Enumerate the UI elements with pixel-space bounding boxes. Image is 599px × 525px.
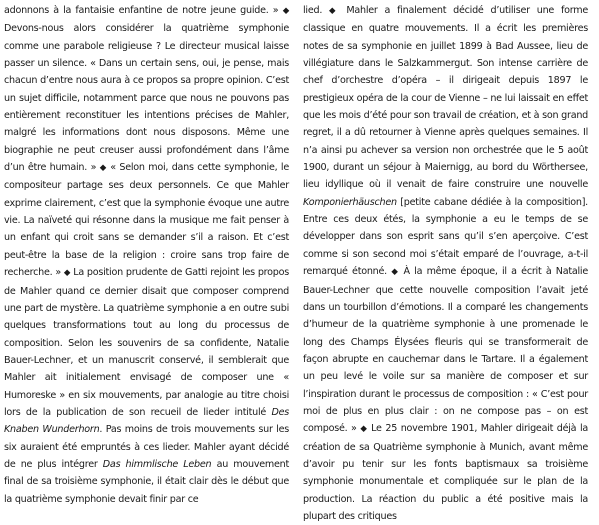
text-run: adonnons à la fantaisie enfantine de notre jeune guide. » <box>4 5 283 16</box>
text-run: Le 25 novembre 1901, Mahler dirigeait déjà la création de sa Quatrième symphonie à Munich, avant même d’avoir pu tenir sur les fonts baptismaux sa troisième symphonie monumentale et compliquée sur le plan de la production. La réaction du public a été positive mais la plupart des critiques <box>303 423 588 522</box>
text-run: [petite cabane dédiée à la composition]. Entre ces deux étés, la symphonie a eu le temps de se développer dans son esprit sans qu’il s’en aperçoive. C’est comme si son second moi s’était emparé de l’ouvrage, a-t-il remarqué étonné. <box>303 196 588 278</box>
left-paragraph <box>4 2 289 508</box>
text-run: À la même époque, il a écrit à Natalie Bauer-Lechner que cette nouvelle composition l’avait jeté dans un tourbillon d’émotions. Il a comparé les changements d’humeur de la quatrième symphonie à une promenade le long des Champs Élysées fleuris qui se transformerait de façon abrupte en cauchemar dans le Tartare. Il a également un peu levé le voile sur sa manière de composer et sur l’inspiration durant le processus de composition : « C’est pour moi de plus en plus clair : on ne compose pas – on est composé. » <box>303 266 588 435</box>
text-run: . Pas moins de trois mouvements sur les six auraient été empruntés à ces lieder. Mahler ayant décidé de ne plus intégrer <box>4 424 289 470</box>
right-text-column <box>303 2 588 522</box>
section-diamond-icon: ◆ <box>282 6 289 16</box>
section-diamond-icon: ◆ <box>391 267 400 278</box>
text-run: lied. <box>303 5 330 16</box>
italic-title: Das himmlische Leben <box>102 458 212 470</box>
section-diamond-icon: ◆ <box>360 424 368 435</box>
section-diamond-icon: ◆ <box>99 163 107 174</box>
italic-title: Des Knaben Wunderhorn <box>4 406 289 436</box>
text-run: au mouvement final de sa troisième symphonie, il était clair dès le début que la quatrième symphonie devait finir par ce <box>4 458 289 505</box>
text-run: Devons-nous alors considérer la quatrième symphonie comme une parabole religieuse ? Le directeur musical laisse passer un silence. « Dans un certain sens, oui, je pense, mais chacun d’entre nous aura à ce propos sa propre opinion. C’est un sujet difficile, notamment parce que nous ne pouvons pas entièrement reconstituer les intentions précises de Mahler, malgré les informations dont nous disposons. Même une biographie ne peut creuser aussi profondément dans l’âme d’un être humain. » <box>4 23 289 174</box>
text-run: Mahler a finalement décidé d’utiliser une forme classique en quatre mouvements. Il a écrit les premières notes de sa symphonie en juillet 1899 à Bad Aussee, lieu de villégiature dans le Salzkammergut. Son intense carrière de chef d’orchestre d’opéra – il dirigeait depuis 1897 le prestigieux opéra de la cour de Vienne – ne lui laissait en effet que les mois d’été pour son travail de création, et à son grand regret, il a dû retourner à Vienne après quelques semaines. Il n’a ainsi pu achever sa version non orchestrée que le 5 août 1900, durant un séjour à Maiernigg, au bord du Wörthersee, lieu idyllique où il venait de faire construire une nouvelle <box>303 5 588 191</box>
left-text-column <box>4 2 289 505</box>
italic-title: Komponierhäuschen <box>303 196 397 208</box>
right-paragraph <box>303 2 588 525</box>
section-diamond-icon: ◆ <box>63 268 71 279</box>
text-run: La position prudente de Gatti rejoint les propos de Mahler quand ce dernier disait que composer comprend une part de mystère. La quatrième symphonie a en outre subi quelques transformations tout au long du processus de composition. Selon les souvenirs de sa confidente, Natalie Bauer-Lechner, et un manuscrit conservé, il semblerait que Mahler ait initialement envisagé de composer une « Humoreske » en six mouvements, par analogie au titre choisi lors de la publication de son recueil de lieder intitulé <box>4 267 289 418</box>
section-diamond-icon: ◆ <box>329 6 340 16</box>
text-run: « Selon moi, dans cette symphonie, le compositeur partage ses deux personnels. Ce que Mahler exprime clairement, c’est que la symphonie évoque une autre vie. La naïveté qui résonne dans la musique me fait penser à un enfant qui croit sans se demander s’il a raison. Et c’est peut-être la base de la religion : croire sans trop faire de recherche. » <box>4 162 289 279</box>
